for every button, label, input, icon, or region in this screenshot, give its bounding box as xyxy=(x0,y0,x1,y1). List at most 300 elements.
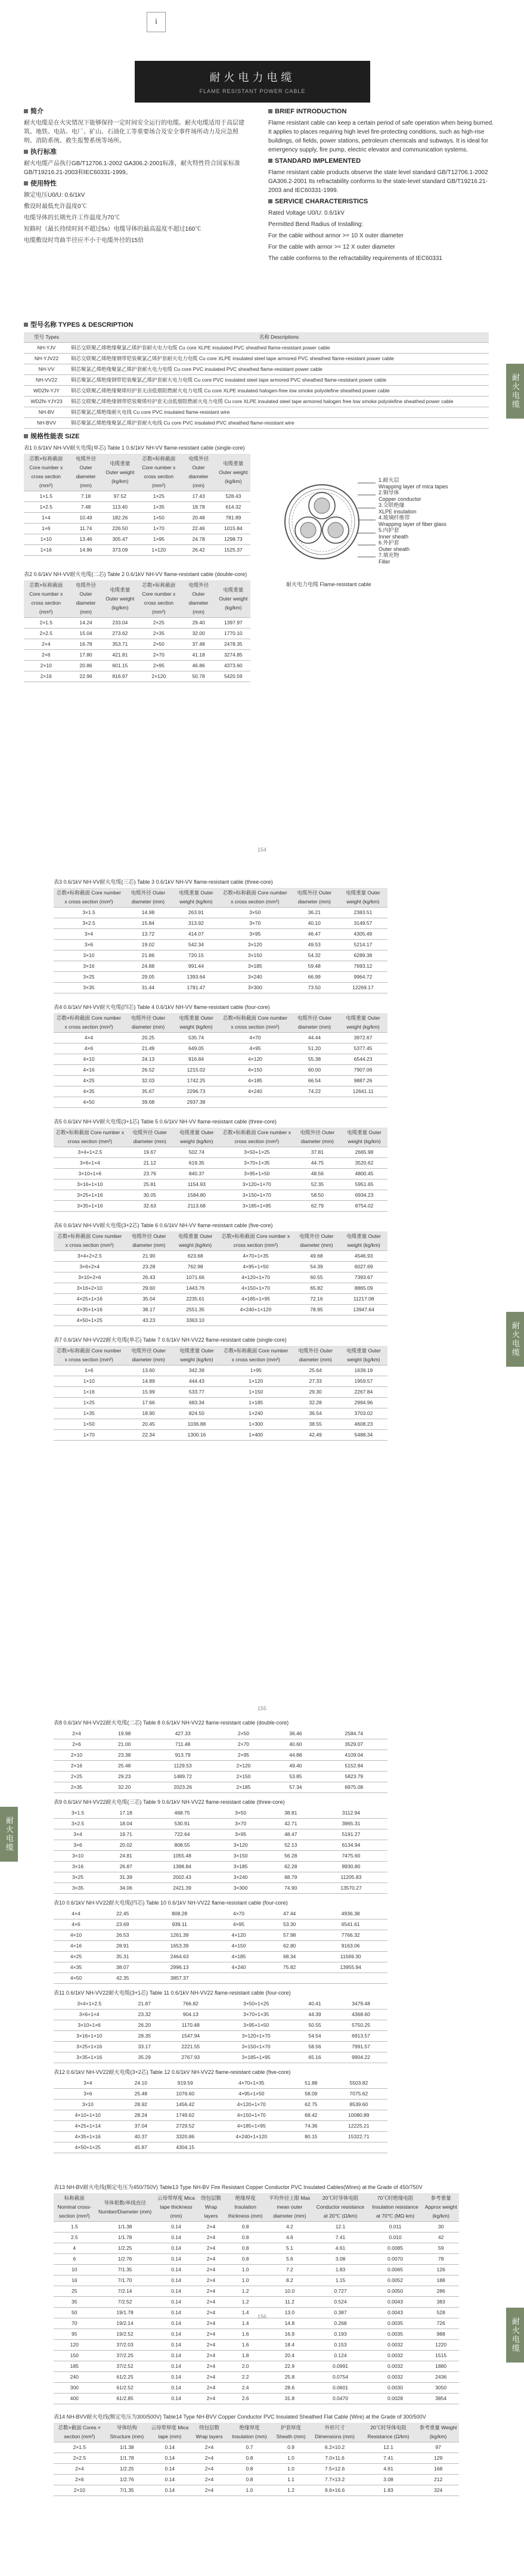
table-cell: 1×35 xyxy=(54,1408,124,1419)
table-cell: 7475.60 xyxy=(315,1851,387,1862)
table-cell: 3×185+1×95 xyxy=(220,1201,294,1212)
table-cell: 1749.62 xyxy=(160,2110,210,2121)
table-cell: 74.36 xyxy=(292,2121,330,2132)
diagram-label-cn: 4.玻璃纤维带 xyxy=(379,515,410,521)
table-cell: 铜芯聚氯乙烯绝缘钢带铠装聚氯乙烯护套耐火电力电缆 Cu core PVC insulated steel tape armored PVC sheathed flame-resistant power cable xyxy=(69,375,489,386)
table-cell: 3854 xyxy=(423,2394,459,2404)
table-cell: 61/2.85 xyxy=(95,2394,155,2404)
table-cell: 720.15 xyxy=(172,950,220,961)
table4-row xyxy=(54,1054,387,1065)
table-cell: 14.89 xyxy=(124,1376,172,1387)
table2-row xyxy=(24,618,250,628)
table11 xyxy=(54,1999,387,2063)
table-cell: 75.82 xyxy=(265,1962,314,1973)
table13-row xyxy=(54,2265,459,2275)
table-cell: 4×185+1×95 xyxy=(218,1294,293,1305)
table6-row xyxy=(54,1272,387,1283)
standard-cn-text: 耐火电缆产品执行GB/T12706.1-2002 GA306.2-2001标准，耐火特性符合国家标准GB/T19216.21-2003和IEC60331-1999。 xyxy=(24,160,240,176)
table-cell: 6.2×10.2 xyxy=(310,2442,359,2453)
table-cell: 0.124 xyxy=(313,2351,368,2361)
table-cell: 40.60 xyxy=(271,1739,320,1750)
table-cell: 4×120 xyxy=(220,1054,290,1065)
types-header-cell: 名称 Descriptions xyxy=(69,332,489,343)
table4-header: 芯数×标称截面 Core number x cross section (mm²) xyxy=(54,1013,124,1033)
table12-row xyxy=(54,2089,387,2100)
table-cell: 3×4 xyxy=(54,2078,122,2089)
table2-header: 电缆外径 Outer diameter (mm) xyxy=(68,580,103,618)
table-cell: 2×4 xyxy=(197,2318,224,2329)
table8-row xyxy=(54,1750,387,1761)
table-cell: NH-YJV22 xyxy=(24,354,69,364)
table-cell: 120 xyxy=(54,2340,95,2351)
table-cell: 3149.57 xyxy=(339,918,387,929)
table-cell: 3×95+1×50 xyxy=(217,2020,295,2031)
table-cell: 1×50 xyxy=(54,1419,124,1430)
table-cell: 623.68 xyxy=(172,1251,218,1262)
table-cell: 62.75 xyxy=(292,2100,330,2110)
table1-header: 电缆外径 Outer diameter (mm) xyxy=(68,454,103,491)
table13-row xyxy=(54,2297,459,2308)
table-cell: 56.28 xyxy=(267,1851,315,1862)
table-cell: 3×16+1×10 xyxy=(54,2031,125,2042)
table-cell xyxy=(292,2142,330,2153)
table13-header: 平均外径上限 Max mean outer diameter (mm) xyxy=(266,2193,314,2222)
table-cell: 31.8 xyxy=(266,2394,314,2404)
table-cell: 0.14 xyxy=(155,2222,198,2233)
table-cell: 44.75 xyxy=(294,1158,341,1169)
table5-body xyxy=(54,1147,387,1212)
table-cell: 13955.94 xyxy=(314,1962,387,1973)
table-cell: 8754.02 xyxy=(341,1201,387,1212)
table-cell: 2×50 xyxy=(216,1729,271,1739)
table-cell: 3×10 xyxy=(54,2100,122,2110)
table-cell: 42.49 xyxy=(291,1430,339,1441)
table-cell: 0.0030 xyxy=(368,2383,423,2394)
table-cell: 2×4 xyxy=(54,1729,100,1739)
table11-row xyxy=(54,2031,387,2042)
table13-header: 20℃时导体电阻 Conductor resistance at 20℃ (Ω/km) xyxy=(313,2193,368,2222)
diagram-caption: 耐火电力电缆 Flame-resistant cable xyxy=(286,581,371,587)
table-cell: 37/2.25 xyxy=(95,2351,155,2361)
table3-header: 电缆外径 Outer diameter (mm) xyxy=(290,888,339,908)
table13-row xyxy=(54,2361,459,2372)
table-cell: 7.48 xyxy=(68,502,103,513)
table-cell: 4×50+1×25 xyxy=(54,1315,125,1326)
table-cell: NH-BVV xyxy=(24,418,69,429)
table-cell: 3×185 xyxy=(220,961,290,972)
table-cell: 52.35 xyxy=(294,1179,341,1190)
table-cell: 1/2.76 xyxy=(106,2475,148,2485)
diagram-label-en: XLPE insulation xyxy=(379,509,417,515)
table-cell: 1/1.38 xyxy=(106,2442,148,2453)
table-cell: 2665.98 xyxy=(341,1147,387,1158)
table-cell: 0.14 xyxy=(155,2286,198,2297)
table-cell: 2×2.5 xyxy=(54,2453,106,2464)
table-cell: 0.0028 xyxy=(368,2394,423,2404)
table-cell: 38.81 xyxy=(267,1808,315,1819)
table-cell: 1×16 xyxy=(24,545,68,556)
table4 xyxy=(54,1013,387,1108)
table-cell: 46.47 xyxy=(290,929,339,940)
table-cell: 0.0043 xyxy=(368,2297,423,2308)
table-cell: 17.66 xyxy=(124,1398,172,1408)
table-cell xyxy=(220,1097,290,1108)
diagram-label-cn: 5.内护套 xyxy=(379,527,399,533)
table-cell: 5152.84 xyxy=(321,1761,387,1772)
table3-header: 电缆外径 Outer diameter (mm) xyxy=(124,888,172,908)
table-cell: 50 xyxy=(54,2308,95,2318)
table-cell: 528 xyxy=(423,2308,459,2318)
table-cell xyxy=(339,1097,387,1108)
table-cell: 39.68 xyxy=(124,1097,172,1108)
table5-header: 电缆外径 Outer diameter (mm) xyxy=(126,1128,173,1147)
table-cell: 4×70+1×35 xyxy=(218,1251,293,1262)
table-cell: 1770.10 xyxy=(216,628,250,639)
table-cell: 2×70 xyxy=(216,1739,271,1750)
table13-header: 标称截面 Nominal cross-section (mm²) xyxy=(54,2193,95,2222)
table-cell: 0.0043 xyxy=(368,2308,423,2318)
table-cell: 3×150+1×70 xyxy=(217,2042,295,2052)
table2-header: 电缆外径 Outer diameter (mm) xyxy=(181,580,216,618)
table6-row xyxy=(54,1283,387,1294)
table4-header: 电缆重量 Outer weight (kg/km) xyxy=(339,1013,387,1033)
table2-body xyxy=(24,618,250,682)
types-row xyxy=(24,375,489,386)
table5-row xyxy=(54,1190,387,1201)
table-cell: 4800.45 xyxy=(341,1169,387,1179)
table-cell: 0.011 xyxy=(368,2222,423,2233)
table2 xyxy=(24,580,250,682)
table-cell: 414.07 xyxy=(172,929,220,940)
table-cell: 0.7 xyxy=(227,2442,271,2453)
table-cell: 2937.38 xyxy=(172,1097,220,1108)
table-cell: 6541.61 xyxy=(314,1919,387,1930)
table-cell: 1.83 xyxy=(359,2485,418,2496)
table-cell: 26.87 xyxy=(102,1862,150,1872)
standard-en-text: Flame resistant cable products observe the state level standard GB/T12706.1-2002 GA306.2-2001 Its refractability conforms to the state-level standard GB/T19216.21-2003 and IEC60331-1999. xyxy=(268,169,488,194)
table3-body xyxy=(54,908,387,993)
table-cell: 21.12 xyxy=(126,1158,173,1169)
diagram-label-en: Wrapping layer of mica tapes xyxy=(379,484,448,490)
table-cell: 113.40 xyxy=(104,502,137,513)
table-cell: 2.4 xyxy=(225,2383,266,2394)
table-cell: 3×16 xyxy=(54,961,124,972)
table-cell: 16.78 xyxy=(68,639,103,650)
table-cell: 2×4 xyxy=(191,2475,228,2485)
table-cell: 3×185 xyxy=(215,1862,267,1872)
table-cell: 1×4 xyxy=(24,513,68,524)
table-cell: 1×50 xyxy=(137,513,181,524)
table-cell: 4109.04 xyxy=(321,1750,387,1761)
table-cell: 3×25+1×16 xyxy=(54,1190,126,1201)
table-cell: 58.50 xyxy=(294,1190,341,1201)
table-cell: 286 xyxy=(423,2286,459,2297)
table-cell: 15.84 xyxy=(124,918,172,929)
table-cell: 32.28 xyxy=(291,1398,339,1408)
table-cell: 24.13 xyxy=(124,1054,172,1065)
table-cell: 0.0754 xyxy=(313,2372,368,2383)
table-cell: 46.86 xyxy=(181,661,216,671)
table-cell: 3×35 xyxy=(54,983,124,993)
diagram-label-cn: 3.交联绝缘 xyxy=(379,502,405,508)
table-cell: 1781.47 xyxy=(172,983,220,993)
table13-header: 参考重量 Approx weight (kg/km) xyxy=(423,2193,459,2222)
table13-row xyxy=(54,2383,459,2394)
table4-header: 电缆重量 Outer weight (kg/km) xyxy=(172,1013,220,1033)
table-cell: 7.41 xyxy=(313,2233,368,2243)
table-cell: 3×120 xyxy=(220,940,290,950)
table6-row xyxy=(54,1294,387,1305)
table-cell: 0.14 xyxy=(148,2442,191,2453)
table-cell: NH-BV xyxy=(24,407,69,418)
table-cell: 2×4 xyxy=(197,2286,224,2297)
table-cell: 0.14 xyxy=(148,2464,191,2475)
table-cell: 150 xyxy=(54,2351,95,2361)
table-cell: 25.48 xyxy=(122,2089,160,2100)
table-cell: 32.20 xyxy=(100,1782,149,1793)
table-cell: 1×10 xyxy=(24,534,68,545)
table-cell: 74.22 xyxy=(290,1086,339,1097)
table-cell: 4×70 xyxy=(212,1909,265,1919)
table-cell: 0.14 xyxy=(155,2329,198,2340)
table-cell: 铜芯聚氯乙烯绝缘耐火电线 Cu core PVC insulated flame-resistant wire xyxy=(69,407,489,418)
table-cell: 1154.93 xyxy=(173,1179,220,1190)
table-cell: 铜芯交联聚乙烯绝缘钢带铠装聚氯乙烯护套耐火电力电缆 Cu core XLPE insulated steel tape armored PVC sheathed flame-resistant power cable xyxy=(69,354,489,364)
diagram-label-en: Copper conductor xyxy=(379,496,421,502)
table6 xyxy=(54,1231,387,1326)
table-cell: 939.11 xyxy=(147,1919,212,1930)
table-cell: 3112.94 xyxy=(315,1808,387,1819)
table-cell: 25.64 xyxy=(291,1366,339,1376)
types-row xyxy=(24,364,489,375)
table-cell: 1.0 xyxy=(225,2275,266,2286)
table13-row xyxy=(54,2222,459,2233)
table-cell: 2996.13 xyxy=(147,1962,212,1973)
table-cell: 2478.35 xyxy=(216,639,250,650)
table-cell: 1170.48 xyxy=(164,2020,217,2031)
table-cell: 2×150 xyxy=(216,1772,271,1782)
table-cell: 0.14 xyxy=(148,2453,191,2464)
table-cell: 6975.08 xyxy=(321,1782,387,1793)
table4-header: 芯数×标称截面 Core number x cross section (mm²) xyxy=(220,1013,290,1033)
table7 xyxy=(54,1346,387,1441)
table14-row xyxy=(54,2453,459,2464)
table-cell: 21.86 xyxy=(124,950,172,961)
table3-header: 电缆重量 Outer weight (kg/km) xyxy=(172,888,220,908)
table-cell: 0.0601 xyxy=(313,2383,368,2394)
table-cell: 1398.84 xyxy=(150,1862,214,1872)
table-cell: 26.53 xyxy=(98,1930,147,1941)
table-cell: 0.14 xyxy=(148,2485,191,2496)
table-cell: 3×4+1×2.5 xyxy=(54,1147,126,1158)
table-cell: 59.48 xyxy=(290,961,339,972)
table12-body xyxy=(54,2078,387,2153)
table-cell: 0.14 xyxy=(155,2254,198,2265)
banner-title-cn: 耐火电力电缆 xyxy=(209,72,296,83)
table-cell: 3×240 xyxy=(215,1872,267,1883)
table13-body xyxy=(54,2222,459,2404)
table-cell: 840.37 xyxy=(173,1169,220,1179)
table13-row xyxy=(54,2243,459,2254)
table7-row xyxy=(54,1430,387,1441)
table-cell: 8.2 xyxy=(266,2275,314,2286)
table-cell: 3×300 xyxy=(215,1883,267,1894)
table-cell: 3520.62 xyxy=(341,1158,387,1169)
table-cell: 14.24 xyxy=(68,618,103,628)
table-cell: 68.34 xyxy=(265,1952,314,1962)
table-cell: 2×4 xyxy=(197,2297,224,2308)
table-cell: 2584.74 xyxy=(321,1729,387,1739)
table-cell: 37/2.03 xyxy=(95,2340,155,2351)
table-cell: 38.17 xyxy=(125,1305,172,1315)
side-tab[interactable]: 耐火电缆 xyxy=(0,1807,18,1862)
table-cell: 2×4 xyxy=(24,639,68,650)
table-cell: 373.09 xyxy=(104,545,137,556)
table-cell: 1×16 xyxy=(54,1387,124,1398)
table-cell: 22.9 xyxy=(266,2361,314,2372)
table-cell: 24.88 xyxy=(124,961,172,972)
table-cell: 4×10+1×10 xyxy=(54,2110,122,2121)
table-cell: 0.14 xyxy=(155,2275,198,2286)
table-cell: 2113.68 xyxy=(173,1201,220,1212)
table1-header: 芯数×标称截面 Core number x cross section (mm²) xyxy=(137,454,181,491)
table13 xyxy=(54,2193,459,2404)
table-cell: 4×70+1×35 xyxy=(210,2078,292,2089)
table11-body xyxy=(54,1999,387,2063)
table-cell: 8865.09 xyxy=(340,1283,387,1294)
page-number: 154 xyxy=(257,847,267,853)
types-row xyxy=(24,407,489,418)
table-cell: 42 xyxy=(423,2233,459,2243)
table-cell: 36.54 xyxy=(291,1408,339,1419)
table8-caption: 表8 0.6/1kV NH-VV22耐火电缆(二芯) Table 8 0.6/1kV NH-VV22 flame-resistant cable (double-core) xyxy=(54,1720,289,1726)
table-cell: 3×25 xyxy=(54,972,124,983)
table-cell: 13947.64 xyxy=(340,1305,387,1315)
table-cell: 5191.27 xyxy=(315,1829,387,1840)
table14-header: 外形尺寸 Dimensions (mm) xyxy=(310,2423,359,2442)
table-cell: 23.28 xyxy=(125,1262,172,1272)
banner-title-en: FLAME RESISTANT POWER CABLE xyxy=(199,88,306,94)
table-cell: 1.4 xyxy=(225,2318,266,2329)
table-cell: 2×4 xyxy=(191,2453,228,2464)
table-cell: 2×10 xyxy=(24,661,68,671)
table-cell: 0.14 xyxy=(155,2308,198,2318)
table-cell: 1×240 xyxy=(221,1408,291,1419)
table-cell: 5.1 xyxy=(266,2243,314,2254)
table-cell: 17.18 xyxy=(102,1808,150,1819)
table-cell: 4936.38 xyxy=(314,1909,387,1919)
table-cell: 5503.82 xyxy=(330,2078,387,2089)
table14 xyxy=(54,2423,459,2496)
table-cell: 68.42 xyxy=(292,2110,330,2121)
table-cell: 1547.94 xyxy=(164,2031,217,2042)
table-cell: 4×16 xyxy=(54,1941,98,1952)
table13-header: 70℃时绝缘电阻 Insulation resistance at 70℃ (MΩ·km) xyxy=(368,2193,423,2222)
table4-row xyxy=(54,1097,387,1108)
table-cell: 52.13 xyxy=(267,1840,315,1851)
table-cell: 1220 xyxy=(423,2340,459,2351)
table-cell: 51.20 xyxy=(290,1044,339,1054)
table-cell: 3×95 xyxy=(215,1829,267,1840)
table6-header: 芯数×标称截面 Core number x cross section (mm²) xyxy=(218,1231,293,1251)
table-cell: 2×4 xyxy=(54,2464,106,2475)
table-cell: 1×70 xyxy=(137,524,181,534)
table-cell: 824.50 xyxy=(173,1408,221,1419)
table10-row xyxy=(54,1909,387,1919)
table-cell: 4×185+1×95 xyxy=(210,2121,292,2132)
table-cell: 37.04 xyxy=(122,2121,160,2132)
table5-header: 电缆外径 Outer diameter (mm) xyxy=(294,1128,341,1147)
table-cell: 421.81 xyxy=(104,650,137,661)
table-cell xyxy=(212,1973,265,1984)
table-cell: 10080.89 xyxy=(330,2110,387,2121)
table7-header: 电缆外径 Outer diameter (mm) xyxy=(124,1346,172,1366)
table-cell: 3×150+1×70 xyxy=(220,1190,294,1201)
table-cell: 30.05 xyxy=(126,1190,173,1201)
table13-row xyxy=(54,2372,459,2383)
table9-body xyxy=(54,1808,387,1894)
side-tab[interactable]: 耐火电缆 xyxy=(506,364,524,419)
catalog-page-154 xyxy=(0,0,524,859)
table-cell: 7.41 xyxy=(359,2453,418,2464)
table-cell: 2×6 xyxy=(24,650,68,661)
table-cell: 4×185 xyxy=(212,1952,265,1962)
table-cell: 4×150 xyxy=(212,1941,265,1952)
table-cell: 9.6×16.6 xyxy=(310,2485,359,2496)
table-cell: 3×50+1×25 xyxy=(220,1147,294,1158)
table-cell: 68.79 xyxy=(267,1872,315,1883)
table-cell: 36.46 xyxy=(271,1729,320,1739)
table-cell: 15322.71 xyxy=(330,2132,387,2142)
service-en-line: Rated Voltage U0/U: 0.6/1kV xyxy=(268,210,345,216)
table-cell: 2023.26 xyxy=(149,1782,216,1793)
table-cell: 40.10 xyxy=(290,918,339,929)
table-cell: 11205.83 xyxy=(315,1872,387,1883)
service-cn-line: 敷设时最低允许温度0℃ xyxy=(24,203,87,210)
table-cell: 5420.59 xyxy=(216,671,250,682)
intro-cn-title: 简介 xyxy=(30,108,44,115)
table6-row xyxy=(54,1315,387,1326)
table-cell: 4×150 xyxy=(220,1065,290,1076)
table12-caption: 表12 0.6/1kV NH-VV22耐火电缆(3+2芯) Table 12 0.6/1kV NH-VV22 flame-resistant cable (five-core) xyxy=(54,2069,291,2075)
table-cell: 1.6 xyxy=(225,2329,266,2340)
table-cell: 37.48 xyxy=(181,639,216,650)
table-cell: 2×1.5 xyxy=(24,618,68,628)
table-cell: 60.55 xyxy=(293,1272,340,1283)
table-cell: 2994.96 xyxy=(340,1398,387,1408)
side-tab[interactable]: 耐火电缆 xyxy=(506,1312,524,1367)
diagram-label-en: Outer sheath xyxy=(379,546,410,552)
table-cell xyxy=(218,1315,293,1326)
table1-row xyxy=(24,524,250,534)
table-cell: 36.21 xyxy=(290,908,339,918)
table1-header: 电缆外径 Outer diameter (mm) xyxy=(181,454,216,491)
table-cell: 1.1 xyxy=(272,2475,311,2485)
side-tab[interactable]: 耐火电缆 xyxy=(506,2308,524,2363)
table-cell: 31.39 xyxy=(102,1872,150,1883)
table-cell: 991.44 xyxy=(172,961,220,972)
table-cell: 66.99 xyxy=(290,972,339,983)
table7-header: 芯数×标称截面 Core number x cross section (mm²) xyxy=(54,1346,124,1366)
table-cell: 188 xyxy=(423,2275,459,2286)
table-cell: 5214.17 xyxy=(339,940,387,950)
table-cell: 22.34 xyxy=(124,1430,172,1441)
table-cell: 1525.37 xyxy=(216,545,250,556)
table5 xyxy=(54,1128,387,1212)
table-cell: 4×25+1×16 xyxy=(54,1294,125,1305)
table3-header: 芯数×标称截面 Core number x cross section (mm²) xyxy=(54,888,124,908)
table6-header: 电缆外径 Outer diameter (mm) xyxy=(125,1231,172,1251)
